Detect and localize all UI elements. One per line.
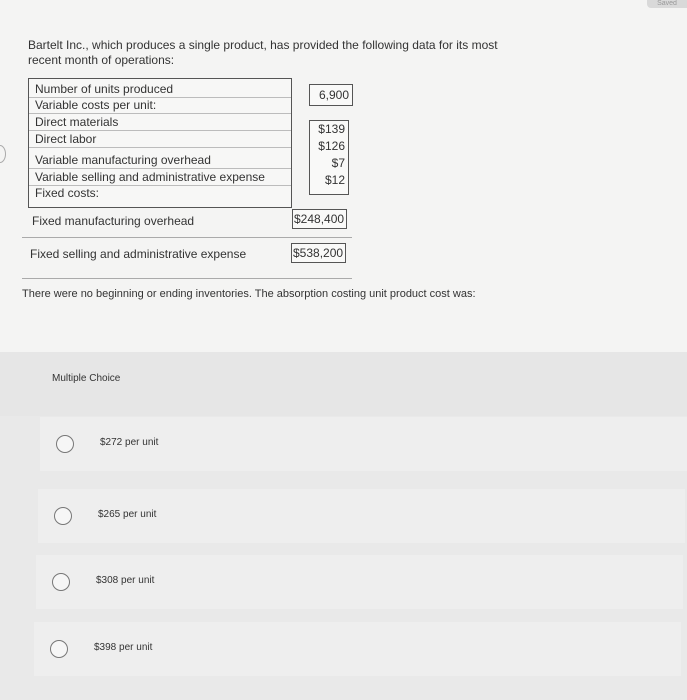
variable-mfg-overhead-value: $7 [331,156,345,170]
saved-badge: Saved [647,0,687,8]
margin-mark [0,145,6,163]
units-produced-value: 6,900 [318,88,349,102]
cost-data-table [28,78,292,208]
variable-costs-value-box [309,120,349,195]
answer-option-1[interactable] [40,417,687,471]
variable-selling-admin-label: Variable selling and administrative expense [35,170,265,184]
direct-materials-value: $139 [318,122,345,136]
option-label: $272 per unit [100,437,159,448]
units-produced-value-box [309,84,353,106]
question-text: There were no beginning or ending inventories. The absorption costing unit product cost was: [22,288,476,300]
option-label: $265 per unit [98,509,157,520]
intro-text: Bartelt Inc., which produces a single product, has provided the following data for its most recent month of operations: [28,38,498,67]
radio-button[interactable] [50,640,68,658]
multiple-choice-header [0,352,687,416]
direct-labor-label: Direct labor [35,132,97,146]
fixed-mfg-overhead-value: $248,400 [292,209,347,229]
answer-option-2[interactable] [38,489,685,543]
variable-selling-admin-value: $12 [324,173,345,187]
fixed-selling-admin-value: $538,200 [291,243,346,263]
units-produced-label: Number of units produced [35,82,174,96]
variable-mfg-overhead-label: Variable manufacturing overhead [35,153,211,167]
radio-button[interactable] [52,573,70,591]
radio-button[interactable] [54,507,72,525]
variable-costs-label: Variable costs per unit: [35,98,157,112]
answer-option-3[interactable] [36,555,683,609]
fixed-mfg-overhead-label: Fixed manufacturing overhead [32,214,195,228]
fixed-costs-label: Fixed costs: [35,186,100,200]
fixed-selling-admin-label: Fixed selling and administrative expense [30,247,247,261]
option-label: $398 per unit [94,642,153,653]
radio-button[interactable] [56,435,74,453]
multiple-choice-label: Multiple Choice [52,373,121,384]
option-label: $308 per unit [96,575,155,586]
direct-materials-label: Direct materials [35,115,119,129]
direct-labor-value: $126 [318,139,345,153]
answer-option-4[interactable] [34,622,681,676]
